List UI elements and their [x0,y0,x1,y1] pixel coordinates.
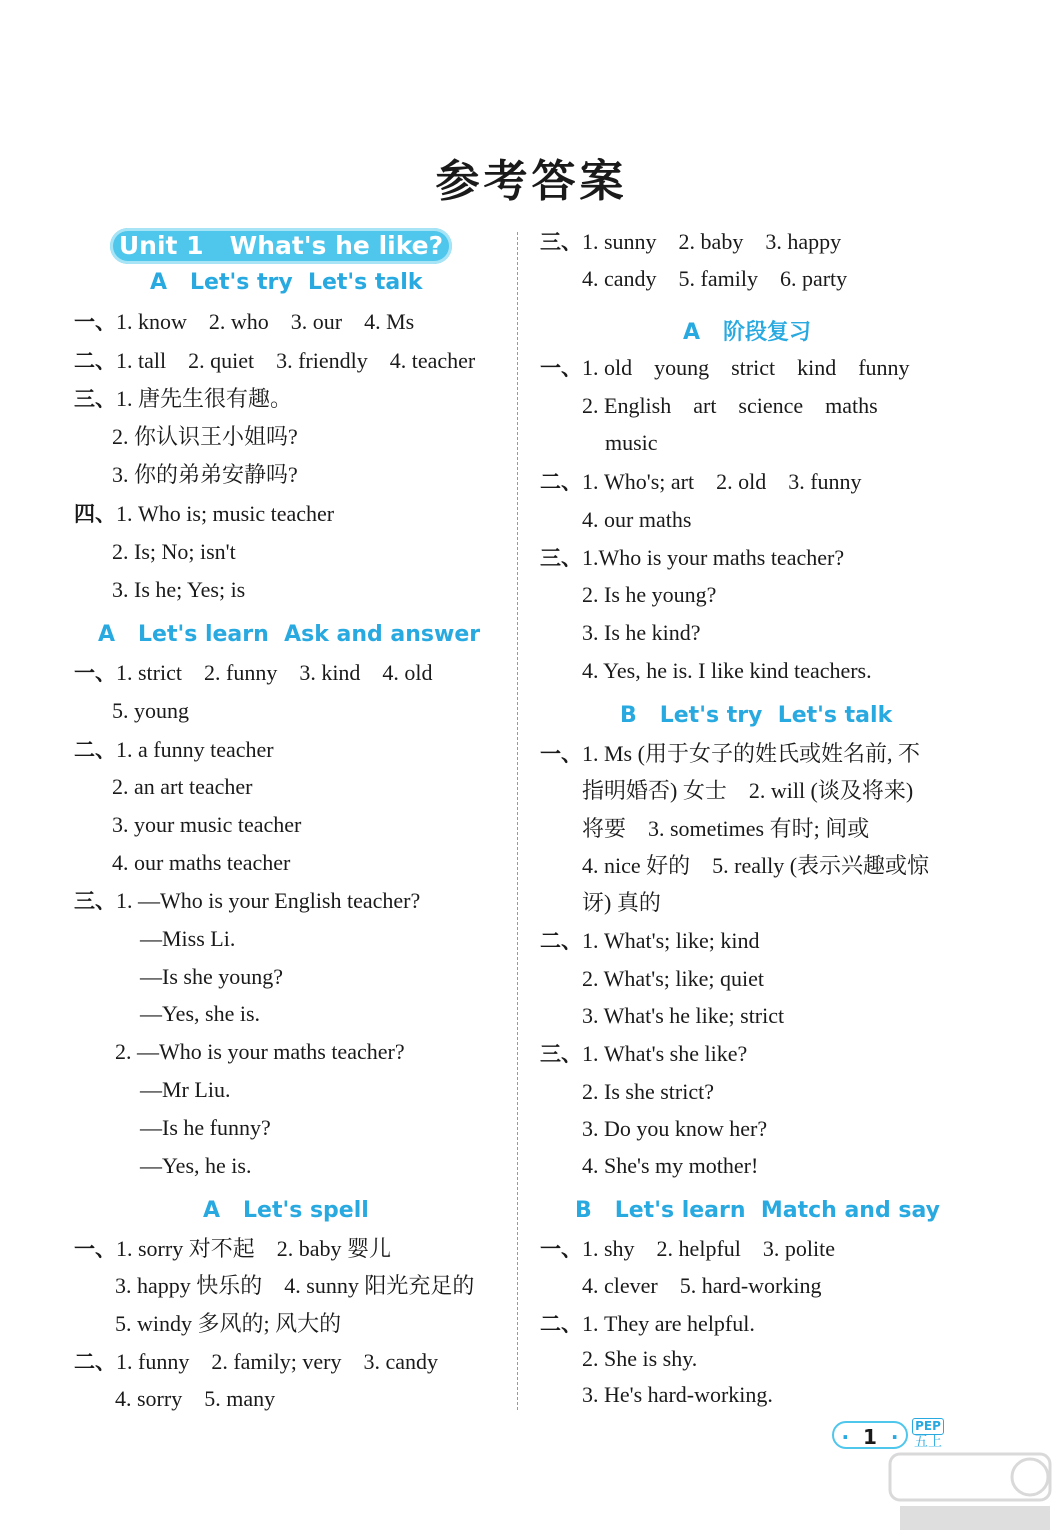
section-heading: A Let's try Let's talk [150,270,423,295]
answer-line: 2. an art teacher [112,774,253,799]
answer-line: —Is she young? [140,964,283,989]
answer-line: 2. What's; like; quiet [582,966,764,991]
answer-line: 4. nice 好的 5. really (表示兴趣或惊 [582,853,930,878]
answer-line: 一、1. sorry 对不起 2. baby 婴儿 [74,1236,391,1261]
answer-line: 3. happy 快乐的 4. sunny 阳光充足的 [115,1273,475,1298]
column-divider [517,232,518,1410]
answer-line: 2. Is she strict? [582,1079,714,1104]
answer-line: 3. Is he kind? [582,620,701,645]
answer-line: 3. 你的弟弟安静吗? [112,462,298,487]
page-title: 参考答案 [435,156,628,207]
answer-line: 二、1. Who's; art 2. old 3. funny [540,469,862,494]
page-number-badge: · 1 · [832,1421,908,1449]
answer-line: 二、1. funny 2. family; very 3. candy [74,1349,438,1374]
answer-line: 2. Is he young? [582,582,717,607]
answer-line: —Is he funny? [140,1115,271,1140]
answer-line: 4. our maths [582,507,692,532]
answer-line: 三、1. What's she like? [540,1041,748,1066]
answer-line: 三、1. sunny 2. baby 3. happy [540,229,842,254]
answer-line: 5. young [112,698,189,723]
answer-line: 三、1. 唐先生很有趣。 [74,386,293,411]
answer-line: 4. Yes, he is. I like kind teachers. [582,658,872,683]
answer-line: 2. Is; No; isn't [112,539,236,564]
answer-line: 一、1. old young strict kind funny [540,355,910,380]
answer-line: 将要 3. sometimes 有时; 间或 [582,816,870,841]
section-heading: A Let's learn Ask and answer [98,622,481,647]
unit-banner: Unit 1 What's he like? [110,228,452,264]
answer-line: 2. 你认识王小姐吗? [112,424,298,449]
answer-line: —Yes, he is. [140,1153,252,1178]
answer-line: 4. She's my mother! [582,1153,759,1178]
section-heading: B Let's learn Match and say [575,1198,940,1223]
answer-line: 4. candy 5. family 6. party [582,266,848,291]
section-heading: A Let's spell [203,1198,369,1223]
answer-line: 4. our maths teacher [112,850,291,875]
answer-line: 3. What's he like; strict [582,1003,785,1028]
answer-line: 4. clever 5. hard-working [582,1273,822,1298]
answer-line: 二、1. tall 2. quiet 3. friendly 4. teacher [74,348,476,373]
answer-line: 3. Is he; Yes; is [112,577,246,602]
answer-line: 四、1. Who is; music teacher [74,501,335,526]
answer-line: —Mr Liu. [140,1077,231,1102]
answer-line: 4. sorry 5. many [115,1386,276,1411]
page-number: 1 [863,1425,877,1449]
answer-line: 一、1. Ms (用于女子的姓氏或姓名前, 不 [540,741,920,766]
answer-line: 指明婚否) 女士 2. will (谈及将来) [582,778,914,803]
answer-line: music [605,430,658,455]
watermark-logo-icon [880,1448,1060,1534]
answer-line: 2. —Who is your maths teacher? [115,1039,405,1064]
answer-line: 3. Do you know her? [582,1116,768,1141]
answer-line: 二、1. They are helpful. [540,1311,755,1336]
section-heading: A 阶段复习 [683,320,812,345]
answer-line: 3. He's hard-working. [582,1382,773,1407]
answer-line: 讶) 真的 [582,890,661,915]
answer-line: 三、1. —Who is your English teacher? [74,888,421,913]
answer-line: —Miss Li. [140,926,236,951]
section-heading: B Let's try Let's talk [620,703,893,728]
answer-line: 2. She is shy. [582,1346,698,1371]
answer-line: —Yes, she is. [140,1001,261,1026]
answer-line: 5. windy 多风的; 风大的 [115,1311,342,1336]
answer-line: 2. English art science maths [582,393,878,418]
answer-line: 一、1. shy 2. helpful 3. polite [540,1236,835,1261]
edition-label: PEP 五上 [914,1419,942,1450]
answer-line: 3. your music teacher [112,812,302,837]
answer-line: 三、1.Who is your maths teacher? [540,545,845,570]
answer-line: 一、1. strict 2. funny 3. kind 4. old [74,660,433,685]
answer-line: 二、1. a funny teacher [74,737,274,762]
answer-line: 一、1. know 2. who 3. our 4. Ms [74,309,415,334]
answer-line: 二、1. What's; like; kind [540,928,760,953]
